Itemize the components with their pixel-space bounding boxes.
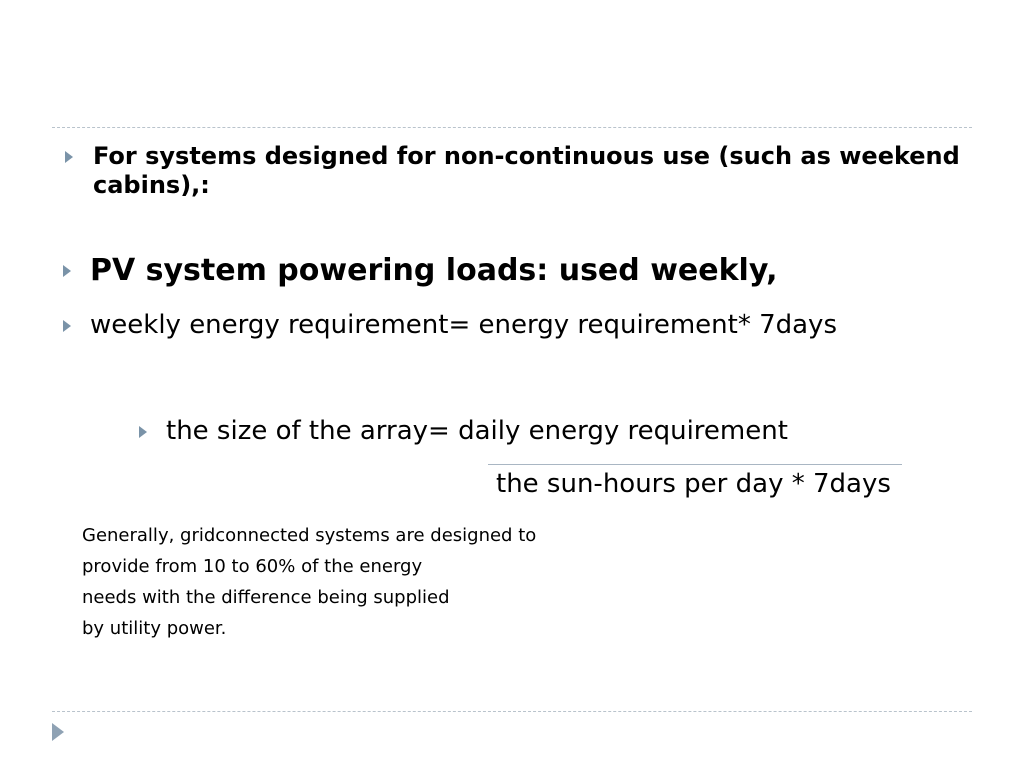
bullet-pv-weekly: PV system powering loads: used weekly, xyxy=(90,253,778,288)
formula-denominator: the sun-hours per day * 7days xyxy=(496,469,891,499)
triangle-bullet-icon xyxy=(63,265,71,277)
bullet-weekly-energy: weekly energy requirement= energy requirement* 7days xyxy=(90,310,837,340)
triangle-bullet-icon xyxy=(63,320,71,332)
bullet-noncontinuous-use: For systems designed for non-continuous use (such as weekend cabins),: xyxy=(93,142,960,199)
triangle-bullet-icon xyxy=(139,426,147,438)
note-line: needs with the difference being supplied xyxy=(82,587,450,608)
triangle-bullet-icon xyxy=(65,151,73,163)
note-text-box xyxy=(82,520,536,644)
formula-numerator: the size of the array= daily energy requirement xyxy=(166,416,788,446)
note-line: by utility power. xyxy=(82,618,227,639)
note-line: Generally, gridconnected systems are designed to xyxy=(82,525,537,546)
next-slide-arrow-icon[interactable] xyxy=(52,723,64,741)
top-divider xyxy=(52,127,972,128)
note-line: provide from 10 to 60% of the energy xyxy=(82,556,423,577)
fraction-line xyxy=(488,464,902,465)
bottom-divider xyxy=(52,711,972,712)
